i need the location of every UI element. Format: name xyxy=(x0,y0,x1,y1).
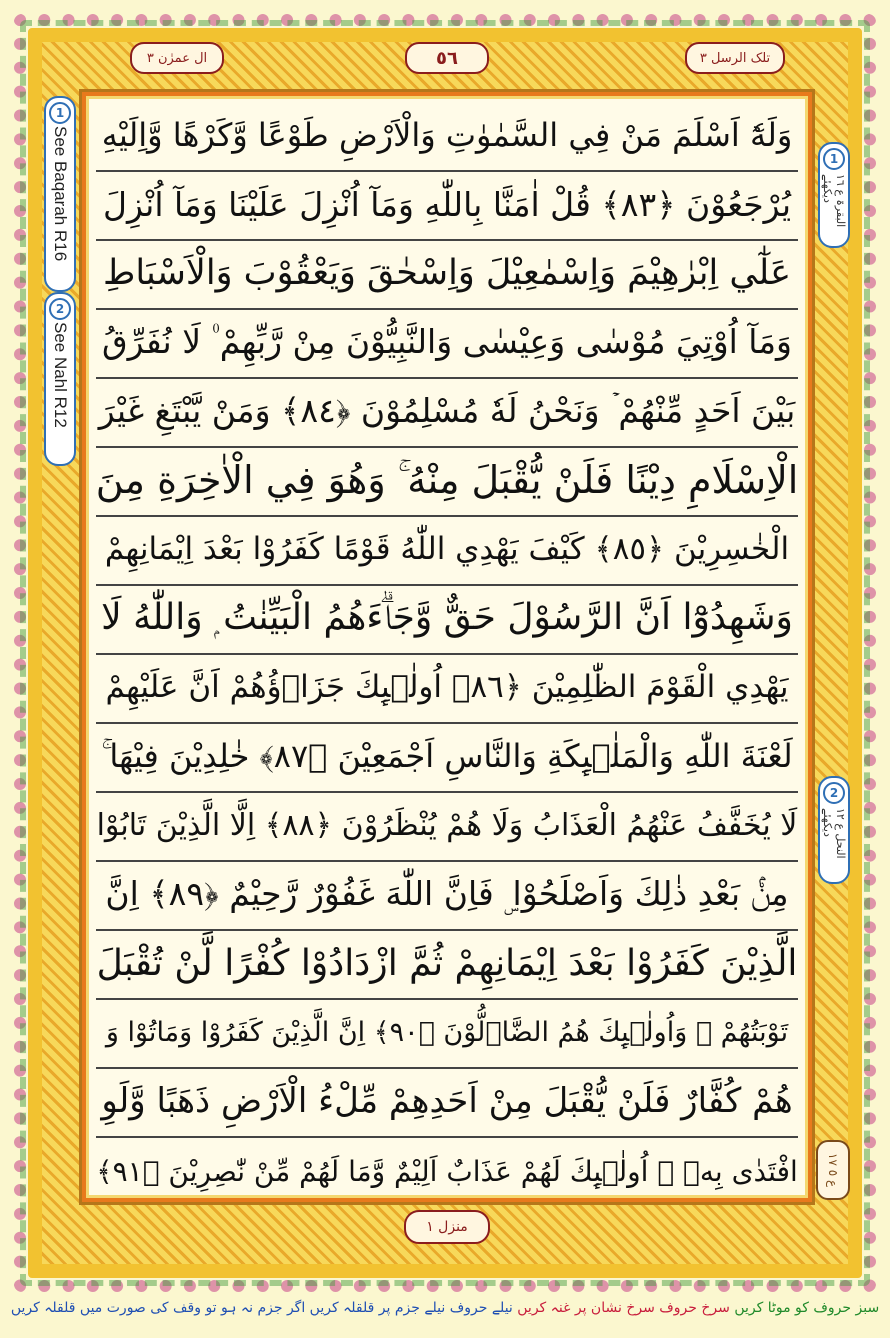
juz-name-badge: تلک الرسل ٣ xyxy=(685,42,785,74)
verse-line-16: افْتَدٰى بِهٖ ۭ اُولٰۗىِٕكَ لَھُمْ عَذَابٌ اَلِيْمٌ وَّمَا لَھُمْ مِّنْ نّٰصِرِيْنَ ﴿٩١﴾ xyxy=(96,1154,798,1188)
verse-line-5: بَيْنَ اَحَدٍ مِّنْهُمْ ۡ وَنَحْنُ لَهٗ مُسْلِمُوْنَ ﴿٨٤﴾ وَمَنْ يَّبْتَغِ غَيْرَ xyxy=(96,376,798,448)
verse-line-1: وَلَهٗٓ اَسْلَمَ مَنْ فِي السَّمٰوٰتِ وَالْاَرْضِ طَوْعًا وَّكَرْهًا وَّاِلَيْهِ xyxy=(96,100,798,172)
manzil-badge: منزل ١ xyxy=(404,1210,490,1244)
legend-red: سرخ حروف سرخ نشان پر غنہ کریں xyxy=(517,1300,730,1316)
legend-blue: نیلے حروف نیلے جزم پر قلقلہ کریں اگر جزم نہ ہو تو وقف کی صورت میں قلقلہ کریں xyxy=(10,1300,513,1316)
note-text-2: See Nahl R12 xyxy=(51,322,70,428)
verse-line-9: يَهْدِي الْقَوْمَ الظّٰلِمِيْنَ ﴿٨٦﴾ اُولٰۗىِٕكَ جَزَاۗؤُهُمْ اَنَّ عَلَيْهِمْ xyxy=(96,652,798,724)
page-number: ٥٦ xyxy=(405,42,489,74)
right-note-number-2: 2 xyxy=(823,782,845,804)
verse-line-15: ھُمْ كُفَّارٌ فَلَنْ يُّقْبَلَ مِنْ اَحَدِهِمْ مِّلْءُ الْاَرْضِ ذَهَبًا وَّلَوِ xyxy=(96,1066,798,1138)
verse-line-4: وَمَآ اُوْتِيَ مُوْسٰى وَعِيْسٰى وَالنَّبِيُّوْنَ مِنْ رَّبِّهِمْ ۠ لَا نُفَرِّقُ xyxy=(96,307,798,379)
note-text-1: See Baqarah R16 xyxy=(51,126,70,262)
right-note-2 xyxy=(818,776,850,884)
right-note-text-1: البقرۃ ع ١٦ دیکھئے xyxy=(821,174,847,228)
verse-line-10: لَعْنَةَ اللّٰهِ وَالْمَلٰۗىِٕكَةِ وَالنَّاسِ اَجْمَعِيْنَ ﴿٨٧﴾ خٰلِدِيْنَ فِيْهَا ۚ xyxy=(96,721,798,793)
ruku-marker: ع ٥ ١٧ xyxy=(816,1140,850,1200)
verse-lines xyxy=(96,100,798,1195)
note-number-1: 1 xyxy=(49,102,71,124)
verse-line-2: يُرْجَعُوْنَ ﴿٨٣﴾ قُلْ اٰمَنَّا بِاللّٰهِ وَمَآ اُنْزِلَ عَلَيْنَا وَمَآ اُنْزِلَ xyxy=(96,169,798,241)
tajweed-legend xyxy=(0,1288,890,1328)
verse-line-7: الْخٰسِرِيْنَ ﴿٨٥﴾ كَيْفَ يَهْدِي اللّٰهُ قَوْمًا كَفَرُوْا بَعْدَ اِيْمَانِهِمْ xyxy=(96,514,798,586)
verse-line-11: لَا يُخَفَّفُ عَنْهُمُ الْعَذَابُ وَلَا هُمْ يُنْظَرُوْنَ ﴿٨٨﴾ اِلَّا الَّذِيْنَ تَابُوْا xyxy=(96,790,798,862)
side-note-1 xyxy=(44,96,76,292)
verse-line-12: مِنْۢ بَعْدِ ذٰلِكَ وَاَصْلَحُوْا ۣ فَاِنَّ اللّٰهَ غَفُوْرٌ رَّحِيْمٌ ﴿٨٩﴾ اِنَّ xyxy=(96,859,798,931)
verse-line-8: وَشَهِدُوْٓا اَنَّ الرَّسُوْلَ حَقٌّ وَّجَاۗءَهُمُ الْبَيِّنٰتُ ۭ وَاللّٰهُ لَا xyxy=(96,583,798,655)
right-note-number-1: 1 xyxy=(823,148,845,170)
verse-line-14: تَوْبَتُھُمْ ۚ وَاُولٰۗىِٕكَ ھُمُ الضَّاۗلُّوْنَ ﴿٩٠﴾ اِنَّ الَّذِيْنَ كَفَرُوْا وَمَاتُوْا وَ xyxy=(96,997,798,1069)
surah-name-badge: ال عمرٰن ٣ xyxy=(130,42,224,74)
note-number-2: 2 xyxy=(49,298,71,320)
verse-line-3: عَلٰٓي اِبْرٰهِيْمَ وَاِسْمٰعِيْلَ وَاِسْحٰقَ وَيَعْقُوْبَ وَالْاَسْبَاطِ xyxy=(96,238,798,310)
right-note-text-2: النحل ع ١٢ دیکھئے xyxy=(821,808,847,859)
right-note-1 xyxy=(818,142,850,248)
legend-green: سبز حروف کو موٹا کریں xyxy=(734,1300,880,1316)
verse-line-13: الَّذِيْنَ كَفَرُوْا بَعْدَ اِيْمَانِهِمْ ثُمَّ ازْدَادُوْا كُفْرًا لَّنْ تُقْبَلَ xyxy=(96,928,798,1000)
side-note-2 xyxy=(44,292,76,466)
verse-line-6: الْاِسْلَامِ دِيْنًا فَلَنْ يُّقْبَلَ مِنْهُ ۚ وَهُوَ فِي الْاٰخِرَةِ مِنَ xyxy=(96,445,798,517)
